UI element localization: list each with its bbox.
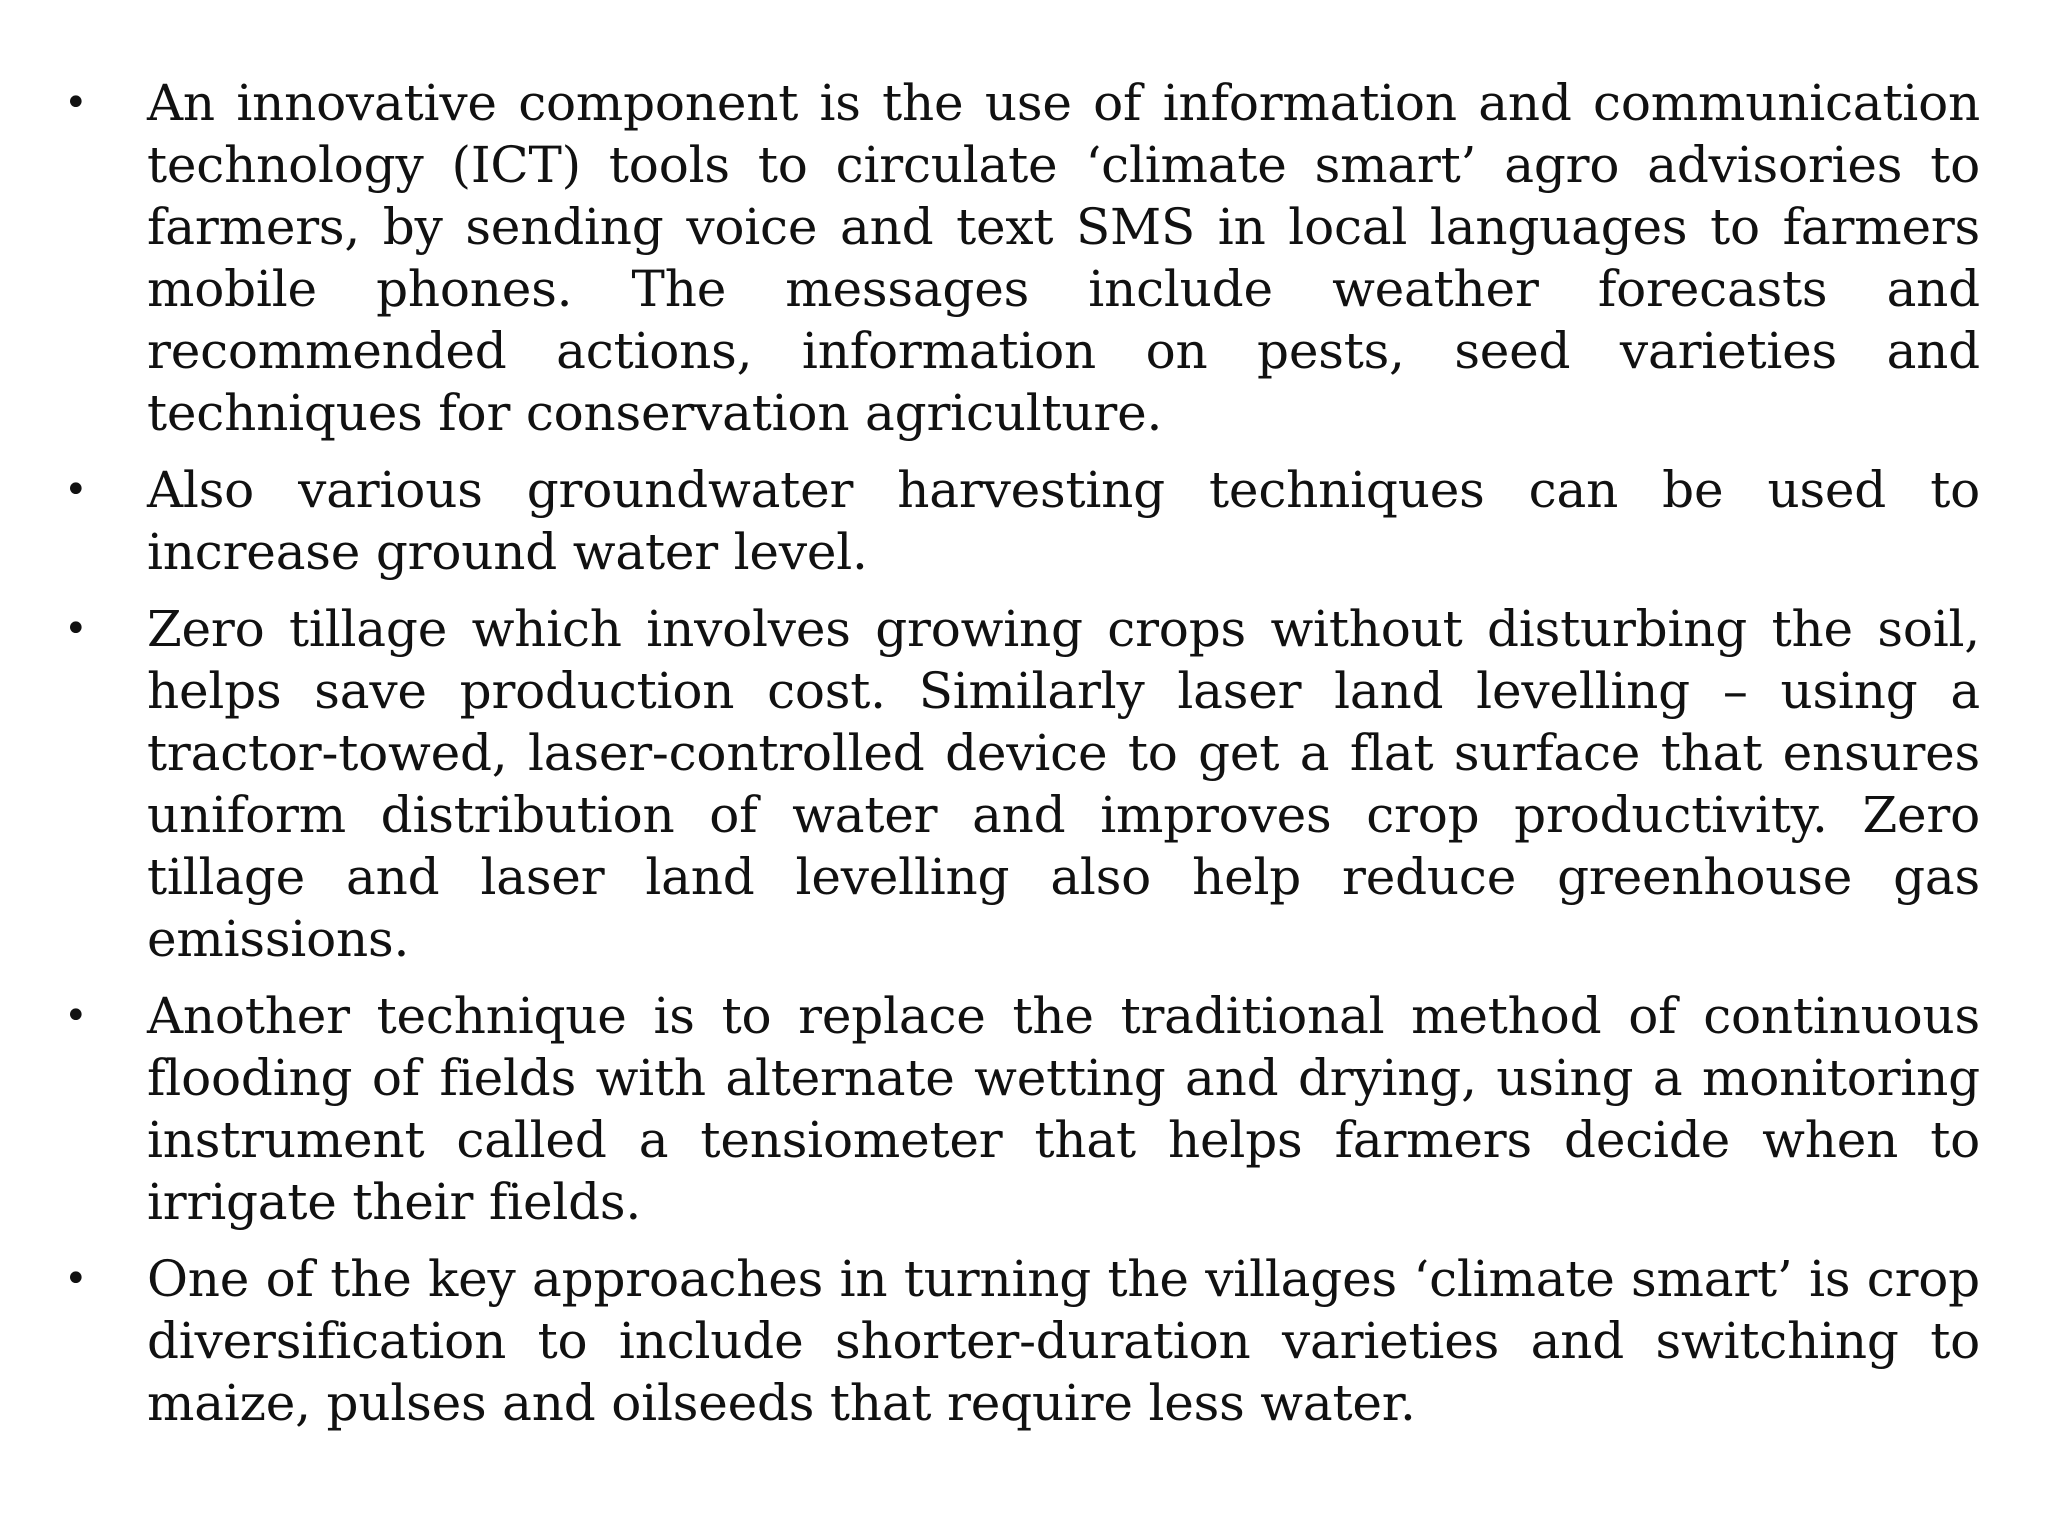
bullet-item-groundwater-harvesting <box>64 459 1980 583</box>
bullet-dot-icon: • <box>64 80 88 126</box>
bullet-dot-icon: • <box>64 993 88 1039</box>
bullet-dot-icon: • <box>64 467 88 513</box>
bullet-text: Another technique is to replace the traditional method of continuous flooding of fields with alternate wetting and drying, using a monitoring instrument called a tensiometer that helps farmers decide when to irrigate their fields. <box>147 987 1980 1231</box>
bullet-item-ict-advisories <box>64 72 1980 444</box>
bullet-text: One of the key approaches in turning the villages ‘climate smart’ is crop diversification to include shorter-duration varieties and switching to maize, pulses and oilseeds that require less water. <box>147 1250 1980 1432</box>
bullet-item-alternate-wetting <box>64 985 1980 1233</box>
bullet-text: An innovative component is the use of information and communication technology (ICT) tools to circulate ‘climate smart’ agro advisories to farmers, by sending voice and text SMS in local languages to farmers mobile phones. The messages include weather forecasts and recommended actions, information on pests, seed varieties and techniques for conservation agriculture. <box>147 74 1980 442</box>
bullet-text: Also various groundwater harvesting techniques can be used to increase ground water level. <box>147 461 1980 581</box>
bullet-dot-icon: • <box>64 606 88 652</box>
bullet-item-zero-tillage <box>64 598 1980 970</box>
bullet-list <box>64 72 1980 1449</box>
bullet-item-crop-diversification <box>64 1248 1980 1434</box>
bullet-dot-icon: • <box>64 1256 88 1302</box>
bullet-text: Zero tillage which involves growing crops without disturbing the soil, helps save production cost. Similarly laser land levelling – using a tractor-towed, laser-controlled device to get a flat surface that ensures uniform distribution of water and improves crop productivity. Zero tillage and laser land levelling also help reduce greenhouse gas emissions. <box>147 600 1980 968</box>
